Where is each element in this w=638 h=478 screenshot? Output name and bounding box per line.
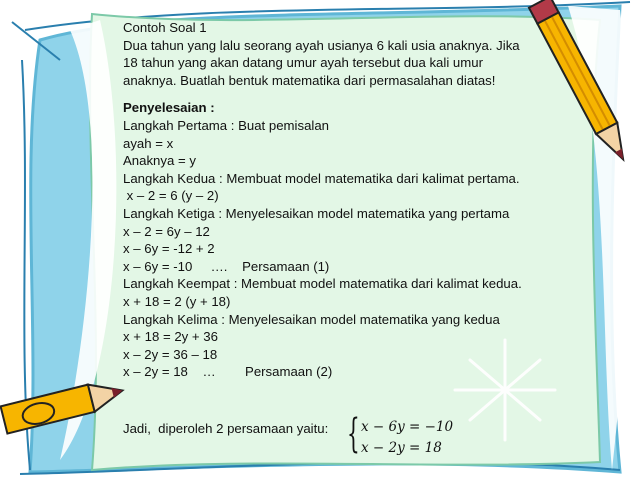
step-line: Langkah Kedua : Membuat model matematika dari kalimat pertama.: [123, 170, 520, 186]
step-line: x – 2 = 6y – 12: [123, 223, 210, 239]
step-line: x – 6y = -12 + 2: [123, 241, 215, 257]
conclusion-text: Jadi, diperoleh 2 persamaan yaitu:: [123, 421, 329, 436]
problem-line: Dua tahun yang lalu seorang ayah usianya 6 kali usia anaknya. Jika: [123, 37, 520, 53]
step-line: x + 18 = 2 (y + 18): [123, 293, 231, 309]
problem-line: anaknya. Buatlah bentuk matematika dari permasalahan diatas!: [123, 72, 496, 88]
step-line: Langkah Kelima : Menyelesaikan model matematika yang kedua: [123, 311, 500, 327]
step-line: Langkah Pertama : Buat pemisalan: [123, 117, 329, 133]
problem-line: 18 tahun yang akan datang umur ayah tersebut dua kali umur: [123, 55, 483, 71]
solution-heading: Penyelesaian :: [123, 100, 215, 116]
step-line: x – 2y = 36 – 18: [123, 346, 218, 362]
step-line: x – 6y = -10 …. Persamaan (1): [123, 258, 330, 274]
step-line: x – 2 = 6 (y – 2): [123, 188, 219, 204]
left-brace: {: [347, 411, 360, 457]
step-line: Langkah Ketiga : Menyelesaikan model matematika yang pertama: [123, 205, 510, 221]
page-title: Contoh Soal 1: [123, 20, 207, 35]
equation-1: 𝑥 − 6𝑦 = −10: [361, 419, 454, 435]
step-line: ayah = x: [123, 135, 174, 151]
step-line: Langkah Keempat : Membuat model matematika dari kalimat kedua.: [123, 276, 522, 292]
document-body: [123, 19, 593, 381]
step-line: x + 18 = 2y + 36: [123, 329, 218, 345]
equation-2: 𝑥 − 2𝑦 = 18: [361, 440, 442, 456]
step-line: Anaknya = y: [123, 153, 196, 169]
step-line: x – 2y = 18 … Persamaan (2): [123, 364, 333, 380]
